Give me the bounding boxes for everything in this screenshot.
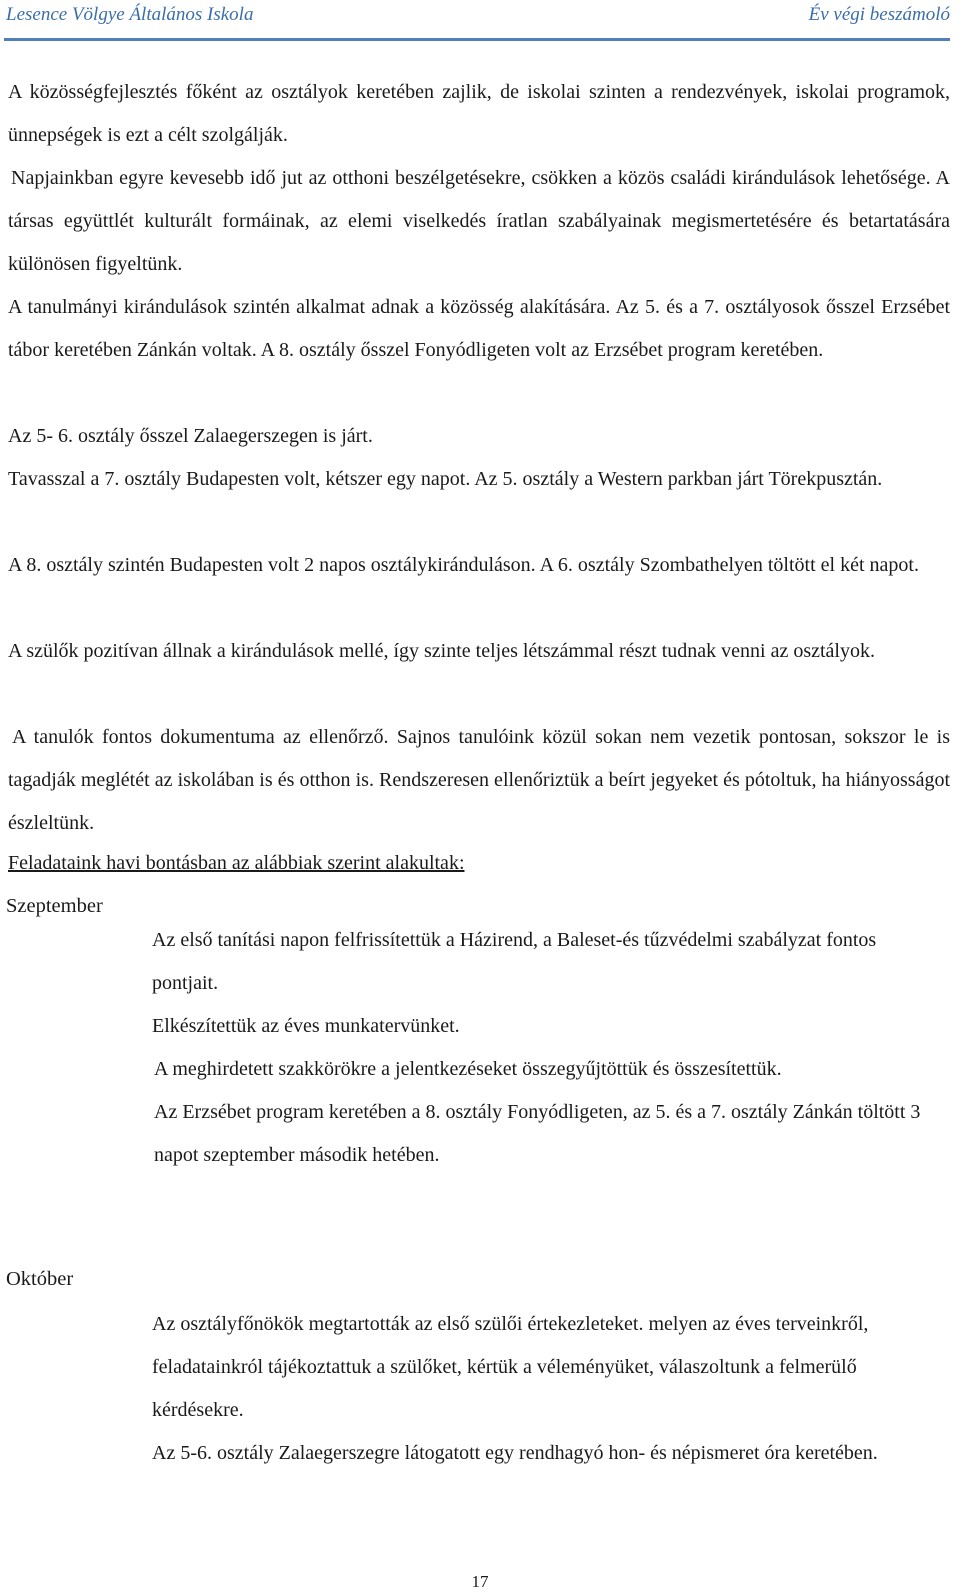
paragraph-community: A közösségfejlesztés főként az osztályok keretében zajlik, de iskolai szinten a rendezvények, iskolai programok, ünnepségek is ezt a célt szolgálják.	[8, 81, 950, 146]
september-item-4: Az Erzsébet program keretében a 8. osztály Fonyódligeten, az 5. és a 7. osztály Zánkán töltött 3 napot szeptember második hetében.	[154, 1101, 921, 1166]
paragraph-family-time: Napjainkban egyre kevesebb idő jut az otthoni beszélgetésekre, csökken a közös családi kirándulások lehetősége. A társas együttlét kulturált formáinak, az elemi viselkedés íratlan szabályainak megismertetésére és betartatására különösen figyeltünk.	[8, 167, 950, 275]
paragraph-budapest: A 8. osztály szintén Budapesten volt 2 napos osztálykiránduláson. A 6. osztály Szombathelyen töltött el két napot.	[8, 554, 919, 576]
month-label-october: Október	[6, 1268, 74, 1290]
october-item-2: Az 5-6. osztály Zalaegerszegre látogatott egy rendhagyó hon- és népismeret óra keretében.	[152, 1442, 878, 1464]
header-document-title: Év végi beszámoló	[808, 4, 950, 25]
september-item-3: A meghirdetett szakkörökre a jelentkezéseket összegyűjtöttük és összesítettük.	[154, 1058, 782, 1080]
header-rule	[4, 38, 950, 41]
paragraph-zalaegerszeg: Az 5- 6. osztály ősszel Zalaegerszegen is járt.	[8, 425, 373, 447]
month-label-september: Szeptember	[6, 895, 103, 917]
september-item-1: Az első tanítási napon felfrissítettük a Házirend, a Baleset-és tűzvédelmi szabályzat fontos pontjait.	[152, 929, 877, 994]
paragraph-parents: A szülők pozitívan állnak a kirándulások mellé, így szinte teljes létszámmal részt tudnak venni az osztályok.	[8, 640, 875, 662]
paragraph-student-booklet: A tanulók fontos dokumentuma az ellenőrző. Sajnos tanulóink közül sokan nem vezetik pontosan, sokszor le is tagadják meglétét az iskolában is és otthon is. Rendszeresen ellenőriztük a beírt jegyeket és pótoltuk, ha hiányosságot észleltünk.	[8, 726, 950, 834]
paragraph-spring-trips: Tavasszal a 7. osztály Budapesten volt, kétszer egy napot. Az 5. osztály a Western parkban járt Törekpusztán.	[8, 468, 883, 490]
section-heading: Feladataink havi bontásban az alábbiak szerint alakultak:	[8, 852, 465, 874]
header-school-name: Lesence Völgye Általános Iskola	[6, 4, 254, 25]
paragraph-trips: A tanulmányi kirándulások szintén alkalmat adnak a közösség alakítására. Az 5. és a 7. osztályosok ősszel Erzsébet tábor keretében Zánkán voltak. A 8. osztály ősszel Fonyódligeten volt az Erzsébet program keretében.	[8, 296, 950, 361]
page-number: 17	[471, 1572, 489, 1591]
september-item-2: Elkészítettük az éves munkatervünket.	[152, 1015, 460, 1037]
october-item-1: Az osztályfőnökök megtartották az első szülői értekezleteket. melyen az éves terveinkről, feladatainkról tájékoztattuk a szülőket, kértük a véleményüket, válaszoltunk a felmerülő kérdésekre.	[152, 1313, 869, 1421]
page-header	[6, 2, 950, 32]
